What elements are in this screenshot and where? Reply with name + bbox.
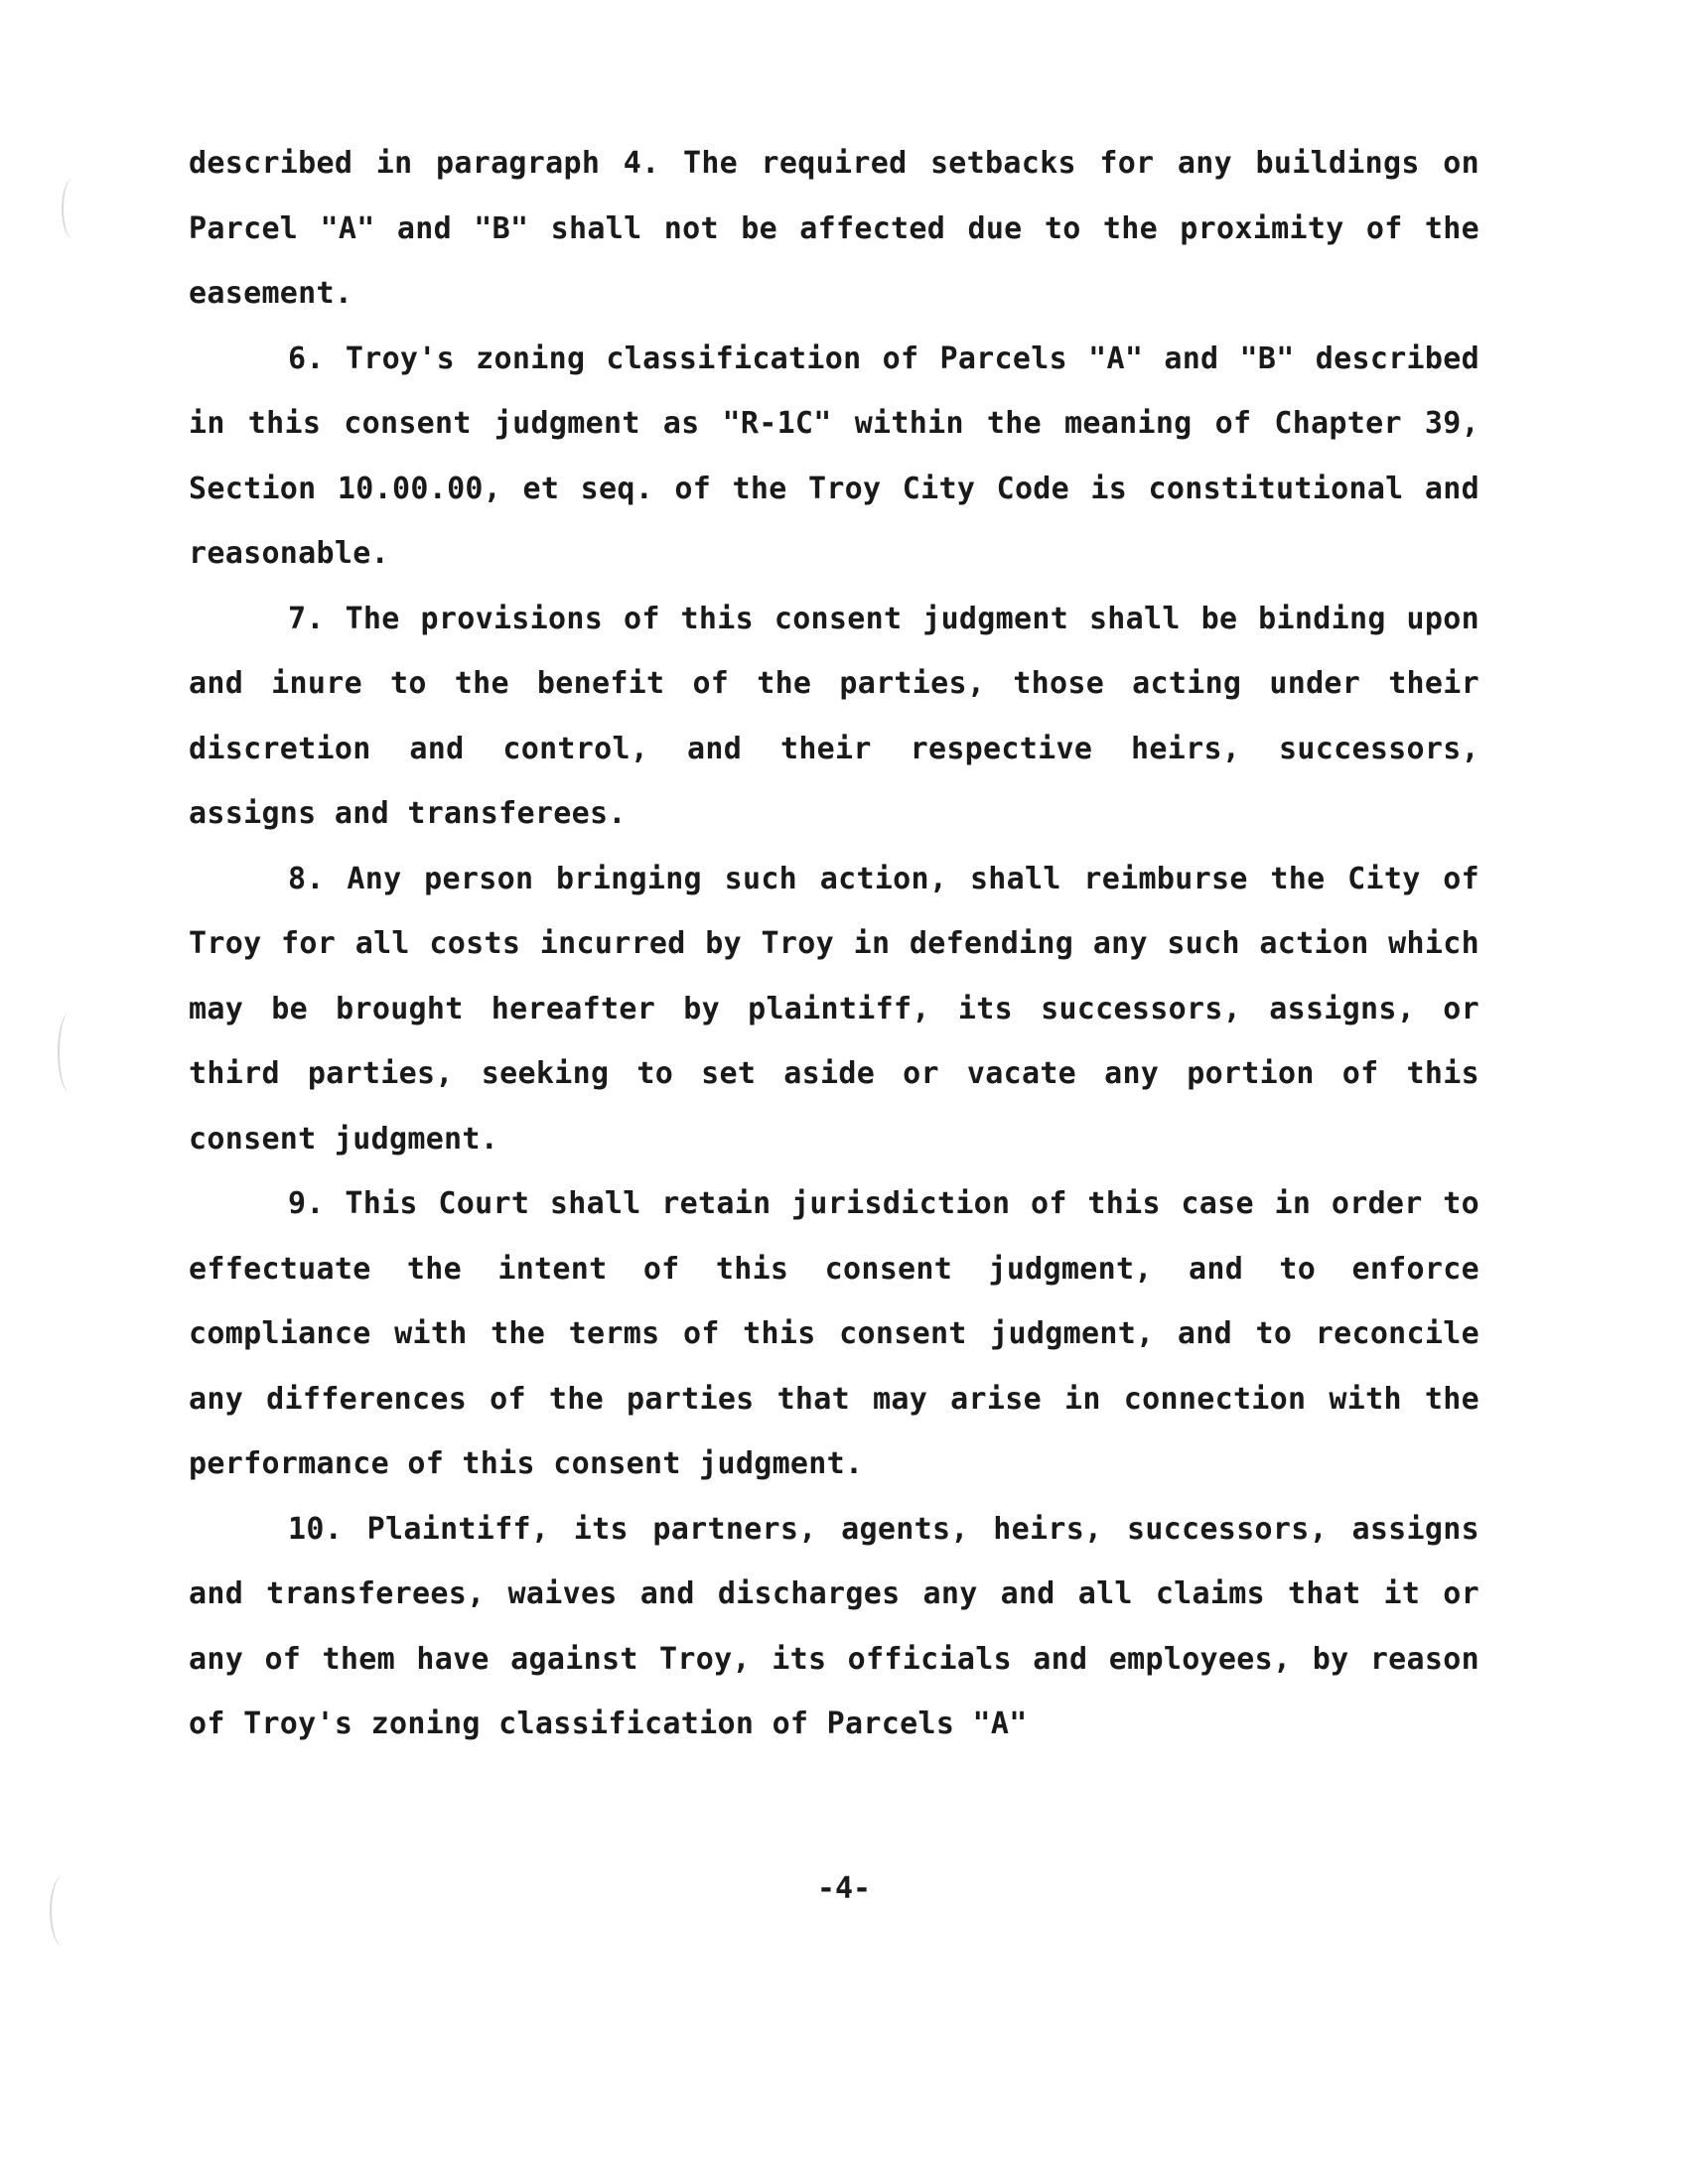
paragraph-8: 8. Any person bringing such action, shall reimburse the City of Troy for all costs incurred by Troy in defending any such action which may be brought hereafter by plaintiff, its successors, assigns, or third parties, seeking to set aside or vacate any portion of this consent judgment. (189, 861, 1479, 1157)
page-number: -4- (816, 1871, 872, 1906)
paragraph-7: 7. The provisions of this consent judgment shall be binding upon and inure to the benefit of the parties, those acting under their discretion and control, and their respective heirs, successors, assigns and transferees. (189, 601, 1479, 831)
body-text (189, 131, 1479, 1757)
scan-artifact-mark (62, 179, 83, 238)
paragraph-10: 10. Plaintiff, its partners, agents, heirs, successors, assigns and transferees, waives and discharges any and all claims that it or any of them have against Troy, its officials and employees, by reason of Troy's zoning classification of Parcels "A" (189, 1511, 1479, 1741)
paragraph-5-continued: described in paragraph 4. The required setbacks for any buildings on Parcel "A" and "B" shall not be affected due to the proximity of the easement. (189, 146, 1479, 311)
paragraph-9: 9. This Court shall retain jurisdiction of this case in order to effectuate the intent of this consent judgment, and to enforce compliance with the terms of this consent judgment, and to reconcile any differences of the parties that may arise in connection with the performance of this consent judgment. (189, 1186, 1479, 1481)
paragraph-6: 6. Troy's zoning classification of Parcels "A" and "B" described in this consent judgment as "R-1C" within the meaning of Chapter 39, Section 10.00.00, et seq. of the Troy City Code is constitutional and reasonable. (189, 341, 1479, 571)
scan-artifact-mark (58, 1013, 81, 1092)
